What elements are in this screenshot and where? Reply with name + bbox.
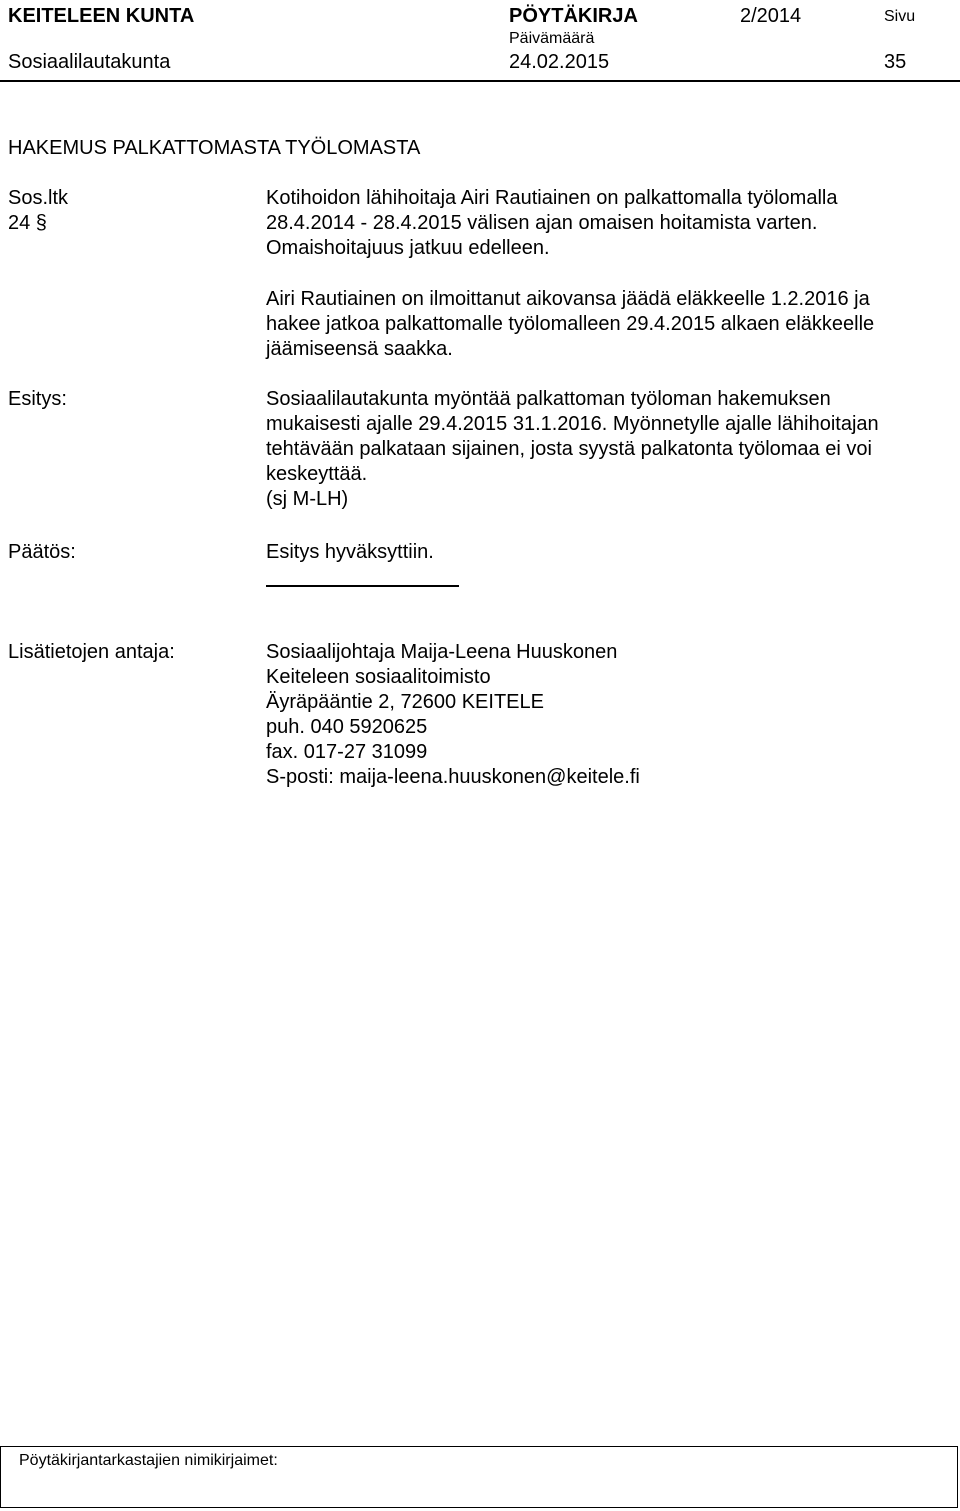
intro-paragraph (266, 186, 837, 261)
intro-line: Kotihoidon lähihoitaja Airi Rautiainen on palkattomalla työlomalla (266, 187, 838, 209)
date-label: Päivämäärä (509, 30, 595, 47)
contact-details (266, 640, 640, 790)
contact-phone: puh. 040 5920625 (266, 716, 428, 738)
contact-address: Äyräpääntie 2, 72600 KEITELE (266, 691, 544, 713)
proposal-line: keskeyttää. (266, 463, 368, 485)
item-title: HAKEMUS PALKATTOMASTA TYÖLOMASTA (8, 137, 421, 159)
signatures-label: Pöytäkirjantarkastajien nimikirjaimet: (19, 1452, 278, 1469)
decision-underline (266, 585, 459, 587)
contact-email: S-posti: maija-leena.huuskonen@keitele.fi (266, 766, 640, 788)
page-label: Sivu (884, 8, 916, 25)
page-number: 35 (884, 51, 907, 73)
decision-label: Päätös: (8, 541, 76, 563)
retirement-line: Airi Rautiainen on ilmoittanut aikovansa jäädä eläkkeelle 1.2.2016 ja (266, 288, 870, 310)
section-number: 24 § (8, 212, 47, 234)
meeting-date: 24.02.2015 (509, 51, 610, 73)
proposal-label: Esitys: (8, 388, 67, 410)
section-ref-label: Sos.ltk (8, 187, 69, 209)
proposal-line: (sj M-LH) (266, 488, 349, 510)
minutes-number: 2/2014 (740, 5, 802, 27)
decision-text: Esitys hyväksyttiin. (266, 541, 434, 563)
proposal-line: Sosiaalilautakunta myöntää palkattoman työloman hakemuksen (266, 388, 831, 410)
intro-line: Omaishoitajuus jatkuu edelleen. (266, 237, 550, 259)
contact-name: Sosiaalijohtaja Maija-Leena Huuskonen (266, 641, 618, 663)
retirement-line: hakee jatkoa palkattomalle työlomalleen 29.4.2015 alkaen eläkkeelle (266, 313, 875, 335)
proposal-text (266, 387, 879, 512)
board-name: Sosiaalilautakunta (8, 51, 171, 73)
municipality-name: KEITELEEN KUNTA (8, 5, 195, 27)
signature-box (0, 1446, 958, 1508)
contact-fax: fax. 017-27 31099 (266, 741, 428, 763)
retirement-line: jäämiseensä saakka. (266, 338, 453, 360)
intro-line: 28.4.2014 - 28.4.2015 välisen ajan omaisen hoitamista varten. (266, 212, 818, 234)
retirement-paragraph (266, 287, 874, 362)
contact-office: Keiteleen sosiaalitoimisto (266, 666, 491, 688)
document-type: PÖYTÄKIRJA (509, 5, 638, 27)
proposal-line: tehtävään palkataan sijainen, josta syystä palkatonta työlomaa ei voi (266, 438, 872, 460)
proposal-line: mukaisesti ajalle 29.4.2015 31.1.2016. Myönnetylle ajalle lähihoitajan (266, 413, 879, 435)
header-divider (0, 80, 960, 82)
contact-label: Lisätietojen antaja: (8, 641, 175, 663)
